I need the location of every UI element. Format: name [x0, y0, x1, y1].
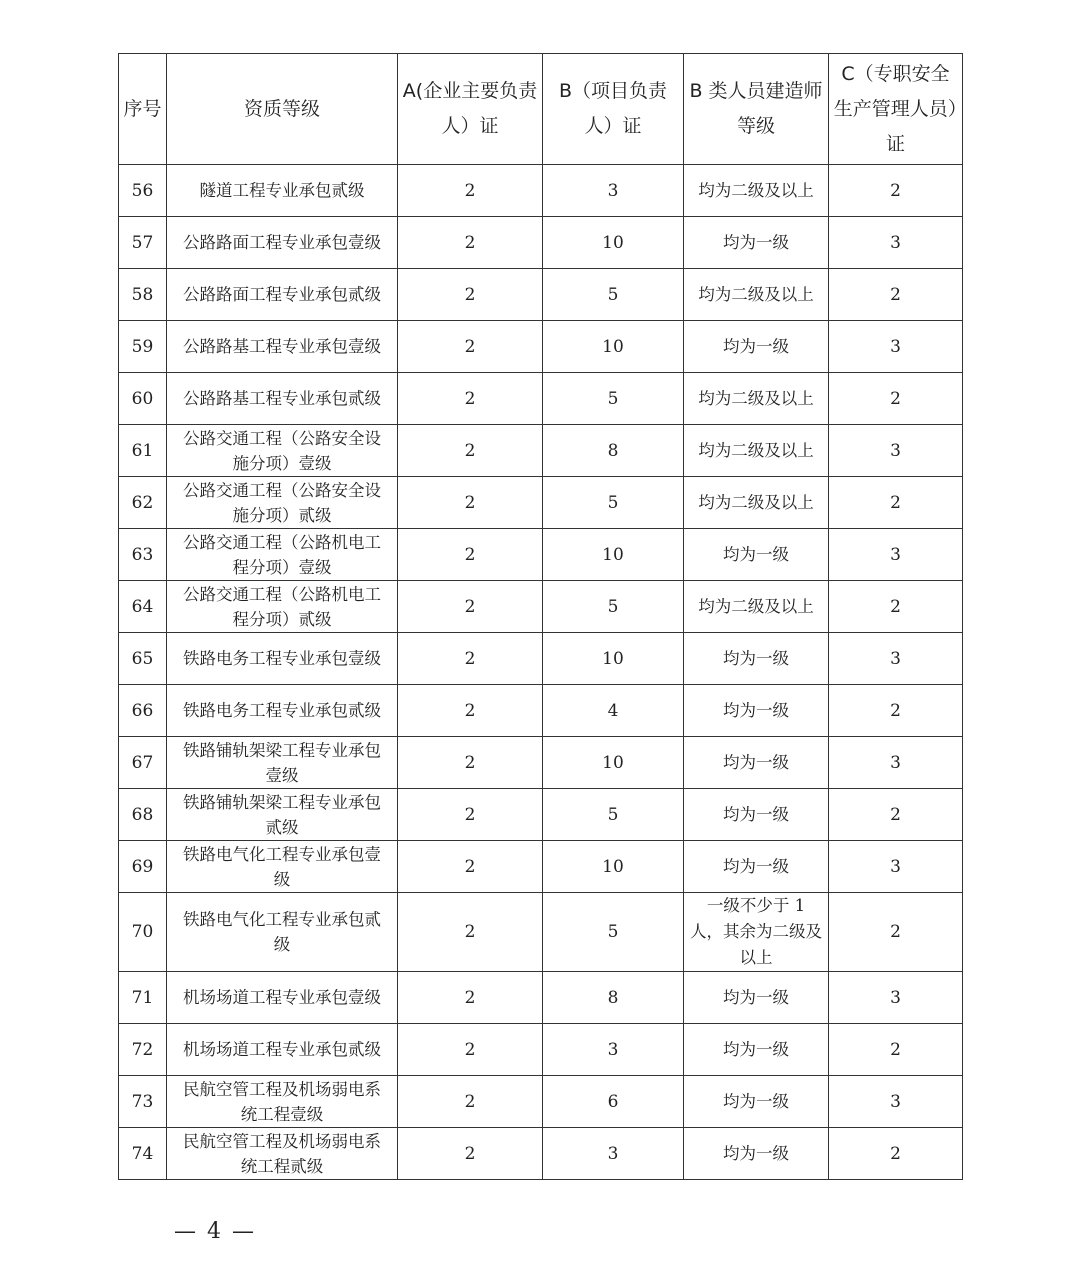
table-row — [119, 165, 963, 217]
cell-no: 68 — [119, 789, 167, 841]
header-b-certificate: B（项目负责人）证 — [543, 54, 684, 165]
cell-b-count: 3 — [543, 1024, 684, 1076]
cell-c-count: 2 — [829, 789, 963, 841]
cell-level: 铁路电气化工程专业承包壹级 — [167, 841, 398, 893]
cell-b-count: 4 — [543, 685, 684, 737]
cell-level: 机场场道工程专业承包贰级 — [167, 1024, 398, 1076]
cell-c-count: 3 — [829, 737, 963, 789]
cell-b-count: 3 — [543, 1128, 684, 1180]
header-a-certificate: A(企业主要负责人）证 — [398, 54, 543, 165]
cell-a-count: 2 — [398, 972, 543, 1024]
cell-a-count: 2 — [398, 581, 543, 633]
cell-b-grade: 均为一级 — [684, 1024, 829, 1076]
cell-b-count: 5 — [543, 893, 684, 972]
cell-level: 公路交通工程（公路安全设施分项）壹级 — [167, 425, 398, 477]
cell-c-count: 3 — [829, 972, 963, 1024]
cell-level: 民航空管工程及机场弱电系统工程壹级 — [167, 1076, 398, 1128]
header-no: 序号 — [119, 54, 167, 165]
cell-level: 铁路铺轨架梁工程专业承包贰级 — [167, 789, 398, 841]
cell-a-count: 2 — [398, 477, 543, 529]
cell-b-grade: 均为二级及以上 — [684, 477, 829, 529]
cell-b-grade: 均为一级 — [684, 789, 829, 841]
cell-b-count: 8 — [543, 972, 684, 1024]
table-row — [119, 425, 963, 477]
cell-no: 57 — [119, 217, 167, 269]
cell-b-grade: 一级不少于 1 人，其余为二级及以上 — [684, 893, 829, 972]
cell-no: 67 — [119, 737, 167, 789]
cell-b-grade: 均为一级 — [684, 685, 829, 737]
header-c-certificate: C（专职安全生产管理人员）证 — [829, 54, 963, 165]
cell-c-count: 3 — [829, 321, 963, 373]
cell-level: 公路路基工程专业承包贰级 — [167, 373, 398, 425]
cell-b-grade: 均为二级及以上 — [684, 425, 829, 477]
cell-level: 公路路面工程专业承包贰级 — [167, 269, 398, 321]
cell-b-count: 10 — [543, 529, 684, 581]
cell-level: 公路交通工程（公路机电工程分项）壹级 — [167, 529, 398, 581]
cell-b-count: 5 — [543, 477, 684, 529]
cell-b-grade: 均为二级及以上 — [684, 581, 829, 633]
cell-no: 61 — [119, 425, 167, 477]
cell-no: 66 — [119, 685, 167, 737]
table-row — [119, 1024, 963, 1076]
cell-b-grade: 均为二级及以上 — [684, 165, 829, 217]
cell-b-grade: 均为一级 — [684, 841, 829, 893]
cell-level: 民航空管工程及机场弱电系统工程贰级 — [167, 1128, 398, 1180]
qualification-table — [118, 53, 963, 1180]
cell-c-count: 2 — [829, 373, 963, 425]
cell-no: 58 — [119, 269, 167, 321]
table-row — [119, 373, 963, 425]
cell-a-count: 2 — [398, 789, 543, 841]
cell-b-grade: 均为一级 — [684, 1128, 829, 1180]
table-row — [119, 893, 963, 972]
cell-a-count: 2 — [398, 633, 543, 685]
cell-b-count: 10 — [543, 321, 684, 373]
cell-b-count: 10 — [543, 633, 684, 685]
cell-no: 69 — [119, 841, 167, 893]
cell-no: 56 — [119, 165, 167, 217]
cell-a-count: 2 — [398, 1128, 543, 1180]
cell-c-count: 2 — [829, 685, 963, 737]
table-row — [119, 217, 963, 269]
cell-a-count: 2 — [398, 1024, 543, 1076]
table-row — [119, 269, 963, 321]
cell-level: 铁路电务工程专业承包壹级 — [167, 633, 398, 685]
cell-b-count: 5 — [543, 373, 684, 425]
cell-b-grade: 均为一级 — [684, 633, 829, 685]
cell-no: 64 — [119, 581, 167, 633]
cell-no: 63 — [119, 529, 167, 581]
cell-no: 71 — [119, 972, 167, 1024]
cell-b-count: 10 — [543, 841, 684, 893]
cell-level: 铁路电气化工程专业承包贰级 — [167, 893, 398, 972]
cell-b-count: 5 — [543, 789, 684, 841]
cell-level: 公路路面工程专业承包壹级 — [167, 217, 398, 269]
table-row — [119, 685, 963, 737]
cell-c-count: 2 — [829, 165, 963, 217]
cell-c-count: 2 — [829, 1024, 963, 1076]
cell-b-grade: 均为一级 — [684, 217, 829, 269]
cell-b-grade: 均为一级 — [684, 321, 829, 373]
cell-b-count: 10 — [543, 217, 684, 269]
cell-no: 70 — [119, 893, 167, 972]
cell-a-count: 2 — [398, 269, 543, 321]
cell-b-grade: 均为二级及以上 — [684, 269, 829, 321]
cell-no: 59 — [119, 321, 167, 373]
cell-b-count: 3 — [543, 165, 684, 217]
cell-a-count: 2 — [398, 217, 543, 269]
table-row — [119, 529, 963, 581]
cell-level: 公路路基工程专业承包壹级 — [167, 321, 398, 373]
cell-c-count: 3 — [829, 529, 963, 581]
cell-no: 72 — [119, 1024, 167, 1076]
cell-no: 74 — [119, 1128, 167, 1180]
cell-level: 公路交通工程（公路安全设施分项）贰级 — [167, 477, 398, 529]
cell-c-count: 3 — [829, 841, 963, 893]
cell-a-count: 2 — [398, 737, 543, 789]
cell-a-count: 2 — [398, 373, 543, 425]
cell-a-count: 2 — [398, 893, 543, 972]
table-row — [119, 1128, 963, 1180]
cell-b-count: 8 — [543, 425, 684, 477]
cell-c-count: 2 — [829, 1128, 963, 1180]
cell-no: 73 — [119, 1076, 167, 1128]
cell-b-grade: 均为一级 — [684, 737, 829, 789]
cell-a-count: 2 — [398, 841, 543, 893]
cell-level: 隧道工程专业承包贰级 — [167, 165, 398, 217]
cell-no: 62 — [119, 477, 167, 529]
cell-b-count: 5 — [543, 269, 684, 321]
table-row — [119, 972, 963, 1024]
cell-a-count: 2 — [398, 321, 543, 373]
cell-a-count: 2 — [398, 685, 543, 737]
table-row — [119, 789, 963, 841]
cell-c-count: 3 — [829, 217, 963, 269]
cell-level: 铁路铺轨架梁工程专业承包壹级 — [167, 737, 398, 789]
header-b-builder-grade: B 类人员建造师等级 — [684, 54, 829, 165]
cell-a-count: 2 — [398, 529, 543, 581]
table-row — [119, 321, 963, 373]
cell-b-grade: 均为二级及以上 — [684, 373, 829, 425]
cell-level: 铁路电务工程专业承包贰级 — [167, 685, 398, 737]
table-row — [119, 477, 963, 529]
cell-a-count: 2 — [398, 165, 543, 217]
cell-b-grade: 均为一级 — [684, 972, 829, 1024]
table-row — [119, 581, 963, 633]
table-row — [119, 737, 963, 789]
header-qualification-level: 资质等级 — [167, 54, 398, 165]
cell-c-count: 2 — [829, 477, 963, 529]
cell-no: 65 — [119, 633, 167, 685]
table-header-row — [119, 54, 963, 165]
page-number: — 4 — — [174, 1219, 256, 1244]
cell-level: 机场场道工程专业承包壹级 — [167, 972, 398, 1024]
cell-c-count: 3 — [829, 1076, 963, 1128]
table-row — [119, 633, 963, 685]
cell-no: 60 — [119, 373, 167, 425]
cell-b-grade: 均为一级 — [684, 529, 829, 581]
cell-c-count: 2 — [829, 269, 963, 321]
cell-b-grade: 均为一级 — [684, 1076, 829, 1128]
cell-level: 公路交通工程（公路机电工程分项）贰级 — [167, 581, 398, 633]
cell-b-count: 10 — [543, 737, 684, 789]
cell-b-count: 5 — [543, 581, 684, 633]
table-row — [119, 841, 963, 893]
cell-c-count: 2 — [829, 893, 963, 972]
cell-c-count: 3 — [829, 425, 963, 477]
table-row — [119, 1076, 963, 1128]
cell-a-count: 2 — [398, 425, 543, 477]
cell-a-count: 2 — [398, 1076, 543, 1128]
cell-b-count: 6 — [543, 1076, 684, 1128]
cell-c-count: 3 — [829, 633, 963, 685]
cell-c-count: 2 — [829, 581, 963, 633]
